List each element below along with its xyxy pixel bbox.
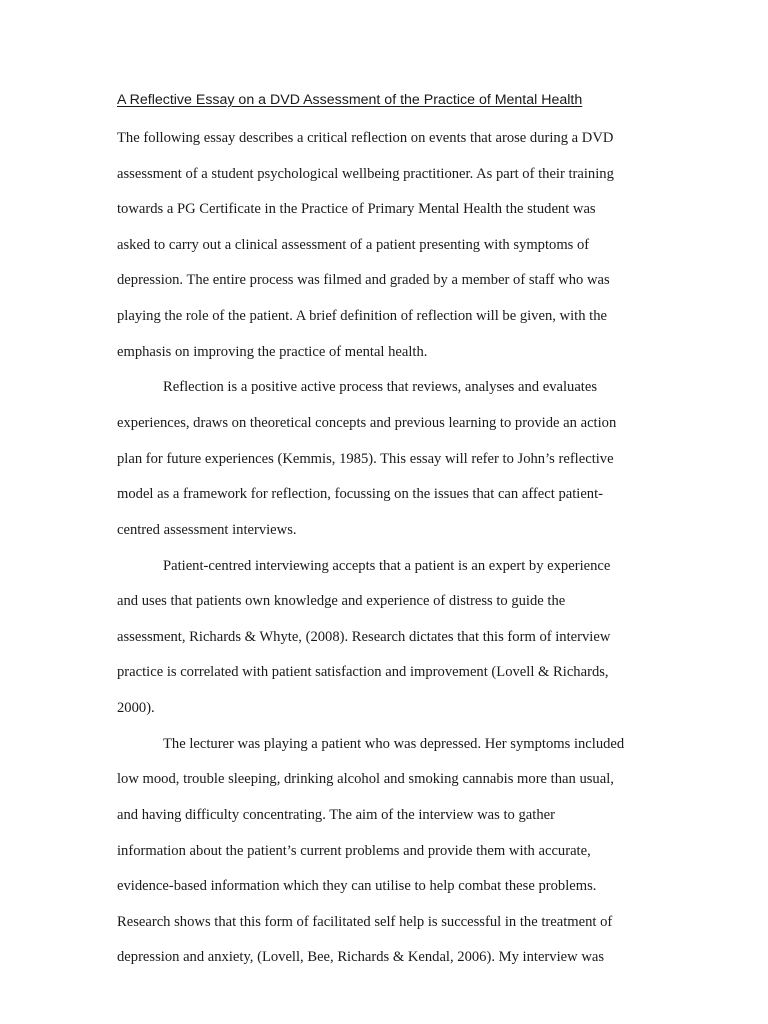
paragraph-first-line: Patient-centred interviewing accepts that a patient is an expert by experience <box>163 558 611 574</box>
body-line: and having difficulty concentrating. The aim of the interview was to gather <box>117 807 555 823</box>
body-line: model as a framework for reflection, focussing on the issues that can affect patient- <box>117 486 604 502</box>
body-line: towards a PG Certificate in the Practice of Primary Mental Health the student was <box>117 201 596 217</box>
body-line: centred assessment interviews. <box>117 522 297 538</box>
body-line: evidence-based information which they can utilise to help combat these problems. <box>117 878 597 894</box>
paragraph-first-line: The lecturer was playing a patient who was depressed. Her symptoms included <box>163 736 625 752</box>
body-line: emphasis on improving the practice of mental health. <box>117 344 428 360</box>
body-line: practice is correlated with patient satisfaction and improvement (Lovell & Richards, <box>117 664 609 680</box>
paragraph-first-line: Reflection is a positive active process that reviews, analyses and evaluates <box>163 379 598 395</box>
body-line: assessment, Richards & Whyte, (2008). Research dictates that this form of interview <box>117 629 611 645</box>
body-line: experiences, draws on theoretical concepts and previous learning to provide an action <box>117 415 617 431</box>
body-line: information about the patient’s current problems and provide them with accurate, <box>117 843 591 859</box>
body-line: 2000). <box>117 700 155 716</box>
body-line: depression and anxiety, (Lovell, Bee, Richards & Kendal, 2006). My interview was <box>117 949 605 965</box>
body-line: Research shows that this form of facilitated self help is successful in the treatment of <box>117 914 613 930</box>
body-line: and uses that patients own knowledge and experience of distress to guide the <box>117 593 566 609</box>
body-line: depression. The entire process was filmed and graded by a member of staff who was <box>117 272 610 288</box>
body-line: The following essay describes a critical reflection on events that arose during a DVD <box>117 130 614 146</box>
body-line: plan for future experiences (Kemmis, 1985). This essay will refer to John’s reflective <box>117 451 614 467</box>
body-line: low mood, trouble sleeping, drinking alcohol and smoking cannabis more than usual, <box>117 771 614 787</box>
body-line: playing the role of the patient. A brief definition of reflection will be given, with the <box>117 308 607 324</box>
essay-title: A Reflective Essay on a DVD Assessment of the Practice of Mental Health <box>117 92 583 108</box>
body-line: assessment of a student psychological wellbeing practitioner. As part of their training <box>117 166 614 182</box>
body-line: asked to carry out a clinical assessment of a patient presenting with symptoms of <box>117 237 590 253</box>
